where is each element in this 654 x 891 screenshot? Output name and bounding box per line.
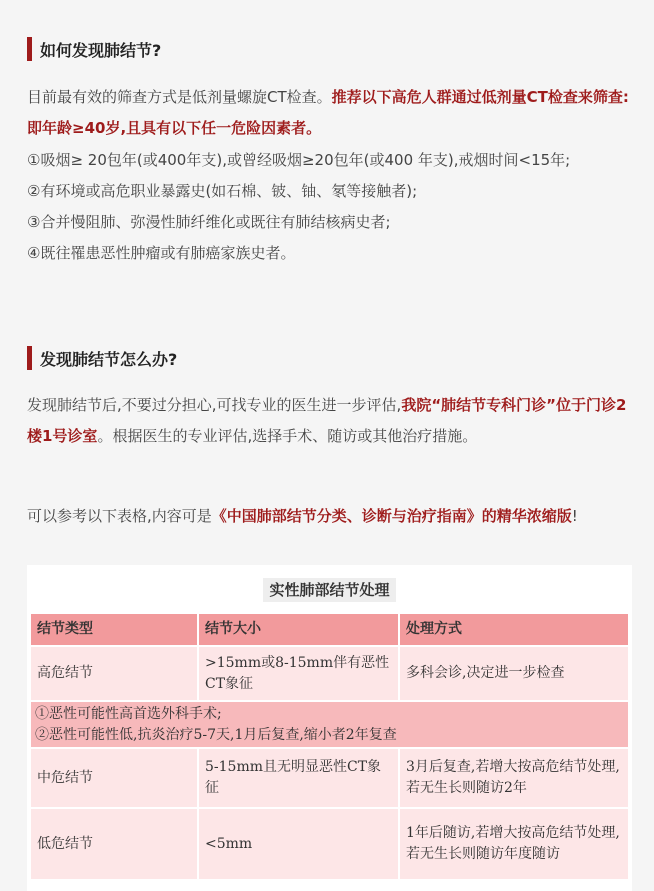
- risk-factor-list: [27, 145, 629, 269]
- header-cell: 结节大小: [199, 614, 400, 645]
- header-cell: 处理方式: [400, 614, 628, 645]
- table-note: [31, 702, 628, 747]
- table-header-row: [31, 614, 628, 647]
- table-cell: 多科会诊,决定进一步检查: [400, 647, 628, 700]
- list-item: ②有环境或高危职业暴露史(如石棉、铍、铀、氡等接触者);: [27, 182, 418, 200]
- clinic-text-b: 。根据医生的专业评估,选择手术、随访或其他治疗措施。: [97, 427, 478, 445]
- note-line: ①恶性可能性高首选外科手术;: [35, 705, 222, 722]
- clinic-text-a: 发现肺结节后,不要过分担心,可找专业的医生进一步评估,: [27, 396, 402, 414]
- clinic-paragraph: [27, 390, 629, 452]
- table-row: [31, 647, 628, 702]
- reference-text-b: !: [571, 507, 578, 525]
- intro-highlight: 推荐以下高危人群通过低剂量CT检查来筛查:即年龄≥40岁,且具有以下任一危险因素者。: [27, 88, 629, 137]
- note-line: ②恶性可能性低,抗炎治疗5-7天,1月后复查,缩小者2年复查: [35, 726, 397, 743]
- reference-paragraph: [27, 501, 629, 532]
- list-item: ①吸烟≥ 20包年(或400年支),或曾经吸烟≥20包年(或400 年支),戒烟时间<15年;: [27, 151, 571, 169]
- nodule-table-card: [27, 565, 632, 891]
- table-cell: 低危结节: [31, 809, 199, 879]
- table-row: [31, 809, 628, 881]
- table-cell: <5mm: [199, 809, 400, 879]
- heading-accent-bar: [27, 37, 32, 61]
- header-cell: 结节类型: [31, 614, 199, 645]
- table-cell: 5-15mm且无明显恶性CT象征: [199, 749, 400, 807]
- heading-accent-bar: [27, 346, 32, 370]
- table-cell: 中危结节: [31, 749, 199, 807]
- intro-text: 目前最有效的筛查方式是低剂量螺旋CT检查。: [27, 88, 332, 106]
- reference-text-a: 可以参考以下表格,内容可是: [27, 507, 212, 525]
- table-title: 实性肺部结节处理: [263, 578, 395, 602]
- table-note-row: [31, 702, 628, 749]
- guideline-title: 《中国肺部结节分类、诊断与治疗指南》的精华浓缩版: [211, 507, 572, 525]
- section-heading-what-to-do: [27, 346, 177, 370]
- table-cell: 1年后随访,若增大按高危结节处理,若无生长则随访年度随访: [400, 809, 628, 879]
- section-title: 如何发现肺结节?: [40, 40, 162, 60]
- nodule-table: [31, 614, 628, 881]
- section-title: 发现肺结节怎么办?: [40, 349, 178, 369]
- table-cell: 3月后复查,若增大按高危结节处理,若无生长则随访2年: [400, 749, 628, 807]
- table-cell: >15mm或8-15mm伴有恶性CT象征: [199, 647, 400, 700]
- list-item: ④既往罹患恶性肿瘤或有肺癌家族史者。: [27, 244, 296, 262]
- screening-paragraph: [27, 82, 629, 144]
- section-heading-discover: [27, 37, 161, 61]
- table-cell: 高危结节: [31, 647, 199, 700]
- list-item: ③合并慢阻肺、弥漫性肺纤维化或既往有肺结核病史者;: [27, 213, 391, 231]
- clinic-highlight: 我院“肺结节专科门诊”位于门诊2楼1号诊室: [27, 396, 627, 445]
- table-row: [31, 749, 628, 809]
